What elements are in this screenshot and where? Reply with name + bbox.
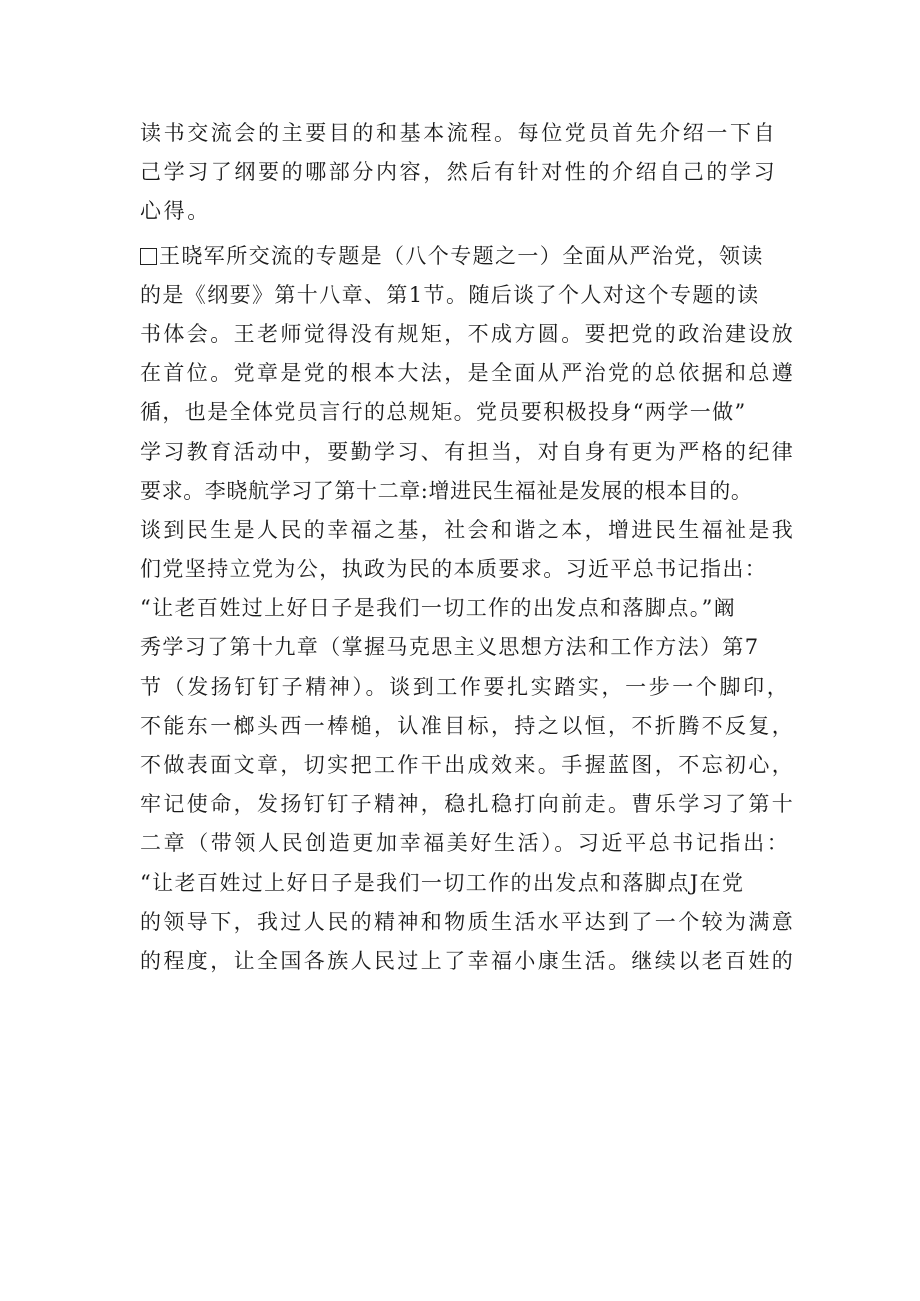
text-line: 心得。 xyxy=(140,199,211,224)
document-body xyxy=(140,114,800,981)
text-line: 读书交流会的主要目的和基本流程。每位党员首先介绍一下自 xyxy=(140,121,778,145)
text-line: 的领导下，我过人民的精神和物质生活水平达到了一个较为满意 xyxy=(140,909,796,934)
text-line: 二章（带领人民创造更加幸福美好生活）。习近平总书记指出： xyxy=(140,831,791,856)
text-line: 不能东一榔头西一棒槌，认准目标，持之以恒，不折腾不反复， xyxy=(140,713,796,738)
text-line: 要求。李晓航学习了第十二章:增进民生福祉是发展的根本目的。 xyxy=(140,478,753,503)
text-line: 的程度，让全国各族人民过上了幸福小康生活。继续以老百姓的 xyxy=(140,948,796,973)
text-line: 循，也是全体党员言行的总规矩。党员要积极投身“两学一做” xyxy=(140,400,747,425)
text-line: 己学习了纲要的哪部分内容，然后有针对性的介绍自己的学习 xyxy=(140,160,778,185)
text-line: 秀学习了第十九章（掌握马克思主义思想方法和工作方法）第7 xyxy=(140,635,760,660)
text-line: 学习教育活动中，要勤学习、有担当，对自身有更为严格的纪律 xyxy=(140,439,796,464)
text-line: 在首位。党章是党的根本大法，是全面从严治党的总依据和总遵 xyxy=(140,361,796,386)
text-line: 们党坚持立党为公，执政为民的本质要求。习近平总书记指出： xyxy=(140,557,768,582)
text-line: “让老百姓过上好日子是我们一切工作的出发点和落脚点。”阚 xyxy=(140,596,737,621)
empty-square-icon xyxy=(140,248,157,265)
text-line: 谈到民生是人民的幸福之基，社会和谐之本，增进民生福祉是我 xyxy=(140,517,796,542)
text-line: “让老百姓过上好日子是我们一切工作的出发点和落脚点J在党 xyxy=(140,870,745,895)
text-line: 不做表面文章，切实把工作干出成效来。手握蓝图，不忘初心， xyxy=(140,753,796,777)
text-line-content: 王晓军所交流的专题是（八个专题之一）全面从严治党，领读 xyxy=(159,243,764,268)
text-line: 书体会。王老师觉得没有规矩，不成方圆。要把党的政治建设放 xyxy=(140,321,796,346)
text-line: 的是《纲要》第十八章、第1节。随后谈了个人对这个专题的读 xyxy=(140,282,760,307)
text-line xyxy=(140,237,800,276)
text-line: 牢记使命，发扬钉钉子精神，稳扎稳打向前走。曹乐学习了第十 xyxy=(140,792,796,817)
text-line: 节（发扬钉钉子精神）。谈到工作要扎实踏实，一步一个脚印， xyxy=(140,674,791,699)
